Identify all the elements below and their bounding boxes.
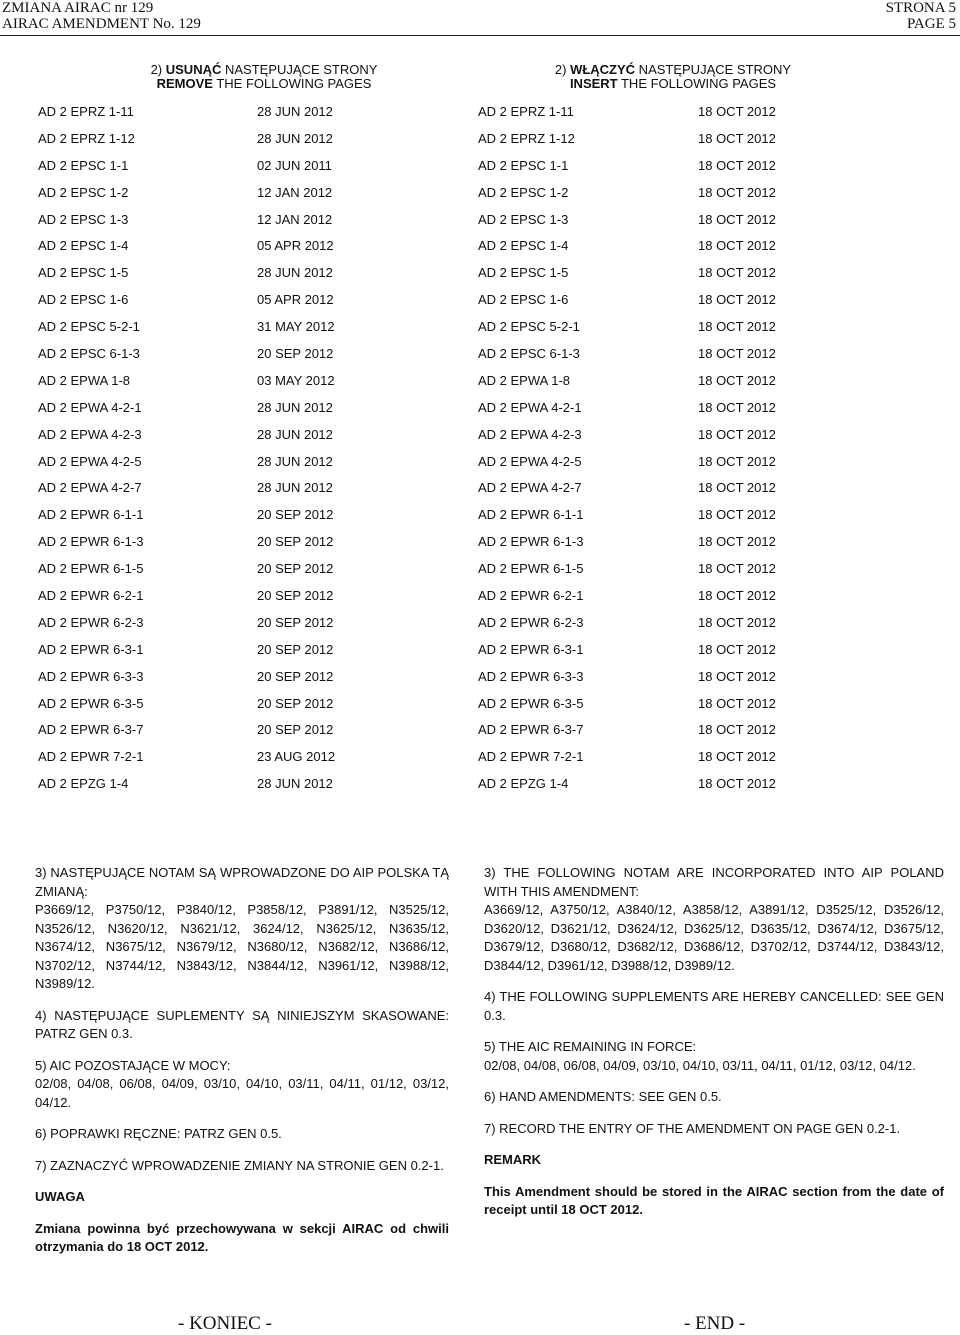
record-entry-pl: 7) ZAZNACZYĆ WPROWADZENIE ZMIANY NA STRONIE GEN 0.2-1. (35, 1157, 444, 1173)
page-code: AD 2 EPWR 6-2-1 (478, 588, 584, 604)
table-row (38, 131, 358, 158)
page-code: AD 2 EPSC 1-3 (478, 211, 569, 227)
table-row (38, 185, 358, 212)
page-date: 20 SEP 2012 (257, 722, 334, 738)
table-row (478, 722, 798, 749)
table-row (478, 292, 798, 319)
table-row (478, 588, 798, 615)
page-date: 18 OCT 2012 (698, 453, 776, 469)
page-code: AD 2 EPSC 1-4 (478, 238, 569, 254)
polish-notes-column (35, 864, 449, 1270)
table-row (38, 238, 358, 265)
record-entry-en: 7) RECORD THE ENTRY OF THE AMENDMENT ON PAGE GEN 0.2-1. (484, 1120, 901, 1136)
page-date: 12 JAN 2012 (257, 184, 333, 200)
table-row (38, 642, 358, 669)
page-code: AD 2 EPWR 6-1-3 (38, 534, 144, 550)
table-row (478, 696, 798, 723)
page-date: 20 SEP 2012 (257, 561, 334, 577)
page-code: AD 2 EPWR 6-2-3 (38, 614, 144, 630)
page-code: AD 2 EPSC 1-2 (478, 184, 569, 200)
page-code: AD 2 EPWR 7-2-1 (478, 749, 584, 765)
table-row (38, 346, 358, 373)
table-row (38, 534, 358, 561)
remark-text-en: This Amendment should be stored in the AIRAC section from the date of receipt until 18 OCT 2012. (484, 1183, 944, 1217)
table-row (38, 696, 358, 723)
remark-text-pl: Zmiana powinna być przechowywana w sekcji AIRAC od chwili otrzymania do 18 OCT 2012. (35, 1220, 449, 1254)
insert-pages-table (478, 104, 798, 803)
page-code: AD 2 EPZG 1-4 (38, 776, 129, 792)
page-code: AD 2 EPWR 6-2-3 (478, 614, 584, 630)
page-code: AD 2 EPWA 4-2-5 (38, 453, 142, 469)
page-number-pl: STRONA 5 (885, 0, 956, 16)
page-date: 18 OCT 2012 (698, 776, 776, 792)
table-row (478, 346, 798, 373)
page-date: 18 OCT 2012 (698, 668, 776, 684)
table-row (38, 373, 358, 400)
table-row (478, 561, 798, 588)
table-row (38, 319, 358, 346)
page-date: 20 SEP 2012 (257, 641, 334, 657)
page-date: 20 SEP 2012 (257, 507, 334, 523)
insert-heading-bold-pl: WŁĄCZYĆ (570, 62, 636, 77)
page-date: 20 SEP 2012 (257, 588, 334, 604)
table-row (38, 480, 358, 507)
table-row (38, 749, 358, 776)
remove-heading-bold-en: REMOVE (156, 76, 213, 91)
table-row (478, 454, 798, 481)
page-date: 18 OCT 2012 (698, 722, 776, 738)
page-code: AD 2 EPWR 6-3-7 (38, 722, 144, 738)
page-number-en: PAGE 5 (906, 16, 956, 32)
table-row (38, 615, 358, 642)
header-divider (0, 35, 960, 36)
page-date: 28 JUN 2012 (257, 453, 333, 469)
table-row (38, 212, 358, 239)
table-row (38, 158, 358, 185)
page-date: 18 OCT 2012 (698, 426, 776, 442)
insert-heading-bold-en: INSERT (569, 76, 618, 91)
table-row (478, 158, 798, 185)
page-date: 18 OCT 2012 (698, 319, 776, 335)
page-date: 18 OCT 2012 (698, 480, 776, 496)
table-row (478, 534, 798, 561)
notam-list-pl: P3669/12, P3750/12, P3840/12, P3858/12, P3891/12, N3525/12, N3526/12, N3620/12, N3621/12, 3624/12, N3625/12, N3635/12, N3674/12, N3675/12, N3679/12, N3680/12, N3682/12, N3686/12, N3702/12, N3744/12, N3843/12, N3844/12, N3961/12, N3988/12, N3989/12. (35, 902, 449, 991)
page-code: AD 2 EPSC 1-4 (38, 238, 129, 254)
table-row (478, 212, 798, 239)
table-row (478, 776, 798, 803)
page-code: AD 2 EPWR 6-3-5 (38, 695, 144, 711)
page-code: AD 2 EPWR 6-2-1 (38, 588, 144, 604)
page-date: 18 OCT 2012 (698, 184, 776, 200)
page-code: AD 2 EPWR 6-1-1 (38, 507, 144, 523)
page-code: AD 2 EPWA 1-8 (478, 372, 570, 388)
page-code: AD 2 EPWA 4-2-7 (38, 480, 142, 496)
page-code: AD 2 EPWA 4-2-3 (478, 426, 582, 442)
page-code: AD 2 EPSC 1-1 (478, 157, 569, 173)
page-code: AD 2 EPSC 1-3 (38, 211, 129, 227)
page-date: 20 SEP 2012 (257, 534, 334, 550)
end-marker-pl: - KONIEC - (178, 1313, 272, 1334)
remark-heading-en: REMARK (484, 1152, 542, 1167)
page-code: AD 2 EPWA 4-2-1 (38, 399, 142, 415)
page-date: 28 JUN 2012 (257, 426, 333, 442)
table-row (38, 265, 358, 292)
page-code: AD 2 EPWA 4-2-7 (478, 480, 582, 496)
page-date: 18 OCT 2012 (698, 641, 776, 657)
page-date: 18 OCT 2012 (698, 534, 776, 550)
page-code: AD 2 EPSC 5-2-1 (38, 319, 140, 335)
table-row (478, 319, 798, 346)
table-row (38, 104, 358, 131)
page-code: AD 2 EPSC 5-2-1 (478, 319, 580, 335)
table-row (478, 104, 798, 131)
page-code: AD 2 EPWR 6-3-1 (38, 641, 144, 657)
page-date: 20 SEP 2012 (257, 346, 334, 362)
page-date: 18 OCT 2012 (698, 695, 776, 711)
table-row (478, 373, 798, 400)
header-right (886, 0, 956, 32)
notam-heading-en: 3) THE FOLLOWING NOTAM ARE INCORPORATED INTO AIP POLAND WITH THIS AMENDMENT: (484, 865, 944, 899)
insert-heading-rest-en: THE FOLLOWING PAGES (617, 76, 777, 91)
supplements-pl: 4) NASTĘPUJĄCE SUPLEMENTY SĄ NINIEJSZYM SKASOWANE: PATRZ GEN 0.3. (35, 1007, 449, 1041)
page-date: 18 OCT 2012 (698, 399, 776, 415)
page-code: AD 2 EPRZ 1-12 (38, 130, 135, 146)
page-date: 12 JAN 2012 (257, 211, 333, 227)
page-code: AD 2 EPWR 6-1-1 (478, 507, 584, 523)
insert-heading-rest-pl: NASTĘPUJĄCE STRONY (635, 62, 792, 77)
table-row (38, 561, 358, 588)
table-row (38, 292, 358, 319)
header-left (2, 0, 201, 32)
page-date: 02 JUN 2011 (257, 157, 332, 173)
page-date: 18 OCT 2012 (698, 588, 776, 604)
table-row (478, 480, 798, 507)
table-row (38, 669, 358, 696)
remove-heading-rest-pl: NASTĘPUJĄCE STRONY (221, 62, 378, 77)
page-date: 18 OCT 2012 (698, 507, 776, 523)
page-code: AD 2 EPWR 6-3-5 (478, 695, 584, 711)
insert-heading (543, 63, 803, 91)
page-date: 18 OCT 2012 (698, 130, 776, 146)
page-date: 05 APR 2012 (257, 292, 334, 308)
table-row (38, 400, 358, 427)
amendment-title-pl: ZMIANA AIRAC nr 129 (2, 0, 154, 16)
table-row (38, 507, 358, 534)
amendment-title-en: AIRAC AMENDMENT No. 129 (2, 16, 201, 32)
page-date: 28 JUN 2012 (257, 265, 333, 281)
page-code: AD 2 EPRZ 1-12 (478, 130, 575, 146)
page-code: AD 2 EPWR 6-3-1 (478, 641, 584, 657)
page-date: 03 MAY 2012 (257, 372, 335, 388)
page-date: 20 SEP 2012 (257, 668, 334, 684)
page-date: 18 OCT 2012 (698, 614, 776, 630)
aic-heading-pl: 5) AIC POZOSTAJĄCE W MOCY: (35, 1057, 231, 1073)
page-code: AD 2 EPSC 1-6 (38, 292, 129, 308)
page-code: AD 2 EPWR 6-3-3 (38, 668, 144, 684)
page-date: 18 OCT 2012 (698, 211, 776, 227)
notam-list-en: A3669/12, A3750/12, A3840/12, A3858/12, A3891/12, D3525/12, D3526/12, D3620/12, D3621/12, D3624/12, D3625/12, D3635/12, D3674/12, D3675/12, D3679/12, D3680/12, D3682/12, D3686/12, D3702/12, D3744/12, D3843/12, D3844/12, D3961/12, D3988/12, D3989/12. (484, 902, 944, 973)
table-row (478, 615, 798, 642)
remove-heading-rest-en: THE FOLLOWING PAGES (212, 76, 372, 91)
page-code: AD 2 EPWA 4-2-5 (478, 453, 582, 469)
page-date: 18 OCT 2012 (698, 372, 776, 388)
remove-heading (134, 63, 394, 91)
insert-heading-number: 2) (554, 62, 571, 77)
page-code: AD 2 EPSC 6-1-3 (478, 346, 580, 362)
page-date: 28 JUN 2012 (257, 776, 333, 792)
table-row (478, 669, 798, 696)
end-marker-en: - END - (684, 1313, 746, 1334)
aic-list-en: 02/08, 04/08, 06/08, 04/09, 03/10, 04/10, 03/11, 04/11, 01/12, 03/12, 04/12. (484, 1057, 916, 1073)
page-code: AD 2 EPSC 1-5 (478, 265, 569, 281)
page-date: 20 SEP 2012 (257, 695, 334, 711)
page-date: 31 MAY 2012 (257, 319, 335, 335)
table-row (478, 265, 798, 292)
table-row (478, 238, 798, 265)
page-date: 20 SEP 2012 (257, 614, 334, 630)
page-code: AD 2 EPSC 1-6 (478, 292, 569, 308)
page-code: AD 2 EPRZ 1-11 (478, 104, 574, 119)
page-code: AD 2 EPWA 4-2-3 (38, 426, 142, 442)
page-date: 18 OCT 2012 (698, 561, 776, 577)
table-row (38, 427, 358, 454)
remove-pages-table (38, 104, 358, 803)
table-row (38, 588, 358, 615)
page-date: 28 JUN 2012 (257, 130, 333, 146)
table-row (38, 454, 358, 481)
page-code: AD 2 EPWR 6-3-3 (478, 668, 584, 684)
table-row (38, 776, 358, 803)
page-date: 18 OCT 2012 (698, 238, 776, 254)
page-code: AD 2 EPWR 6-1-5 (38, 561, 144, 577)
page-code: AD 2 EPWA 1-8 (38, 372, 130, 388)
english-notes-column (484, 864, 944, 1233)
page-date: 18 OCT 2012 (698, 157, 776, 173)
page-code: AD 2 EPZG 1-4 (478, 776, 569, 792)
page-code: AD 2 EPWA 4-2-1 (478, 399, 582, 415)
manual-amendments-en: 6) HAND AMENDMENTS: SEE GEN 0.5. (484, 1089, 722, 1104)
table-row (478, 131, 798, 158)
page-code: AD 2 EPSC 1-5 (38, 265, 129, 281)
page-code: AD 2 EPSC 6-1-3 (38, 346, 140, 362)
table-row (478, 642, 798, 669)
page-date: 18 OCT 2012 (698, 346, 776, 362)
page-date: 18 OCT 2012 (698, 104, 776, 119)
page-date: 28 JUN 2012 (257, 480, 333, 496)
table-row (478, 185, 798, 212)
remove-heading-bold-pl: USUNĄĆ (165, 62, 222, 77)
aic-heading-en: 5) THE AIC REMAINING IN FORCE: (484, 1039, 697, 1054)
page-date: 28 JUN 2012 (257, 399, 333, 415)
page-code: AD 2 EPRZ 1-11 (38, 104, 134, 119)
page-date: 18 OCT 2012 (698, 292, 776, 308)
remark-heading-pl: UWAGA (35, 1189, 85, 1204)
supplements-en: 4) THE FOLLOWING SUPPLEMENTS ARE HEREBY CANCELLED: SEE GEN 0.3. (484, 989, 944, 1023)
page-code: AD 2 EPWR 6-1-3 (478, 534, 584, 550)
page-code: AD 2 EPWR 7-2-1 (38, 749, 144, 765)
table-row (38, 722, 358, 749)
table-row (478, 400, 798, 427)
remove-heading-number: 2) (150, 62, 166, 77)
page-code: AD 2 EPSC 1-1 (38, 157, 129, 173)
manual-amendments-pl: 6) POPRAWKI RĘCZNE: PATRZ GEN 0.5. (35, 1126, 282, 1141)
page-date: 18 OCT 2012 (698, 265, 776, 281)
notam-heading-pl: 3) NASTĘPUJĄCE NOTAM SĄ WPROWADZONE DO AIP POLSKA TĄ ZMIANĄ: (35, 865, 449, 899)
aic-list-pl: 02/08, 04/08, 06/08, 04/09, 03/10, 04/10, 03/11, 04/11, 01/12, 03/12, 04/12. (35, 1076, 449, 1110)
page-code: AD 2 EPWR 6-1-5 (478, 561, 584, 577)
page-date: 05 APR 2012 (257, 238, 334, 254)
page-date: 28 JUN 2012 (257, 104, 333, 119)
page-date: 18 OCT 2012 (698, 749, 776, 765)
table-row (478, 749, 798, 776)
table-row (478, 507, 798, 534)
table-row (478, 427, 798, 454)
page-code: AD 2 EPSC 1-2 (38, 184, 129, 200)
page-date: 23 AUG 2012 (257, 749, 336, 765)
page-code: AD 2 EPWR 6-3-7 (478, 722, 584, 738)
